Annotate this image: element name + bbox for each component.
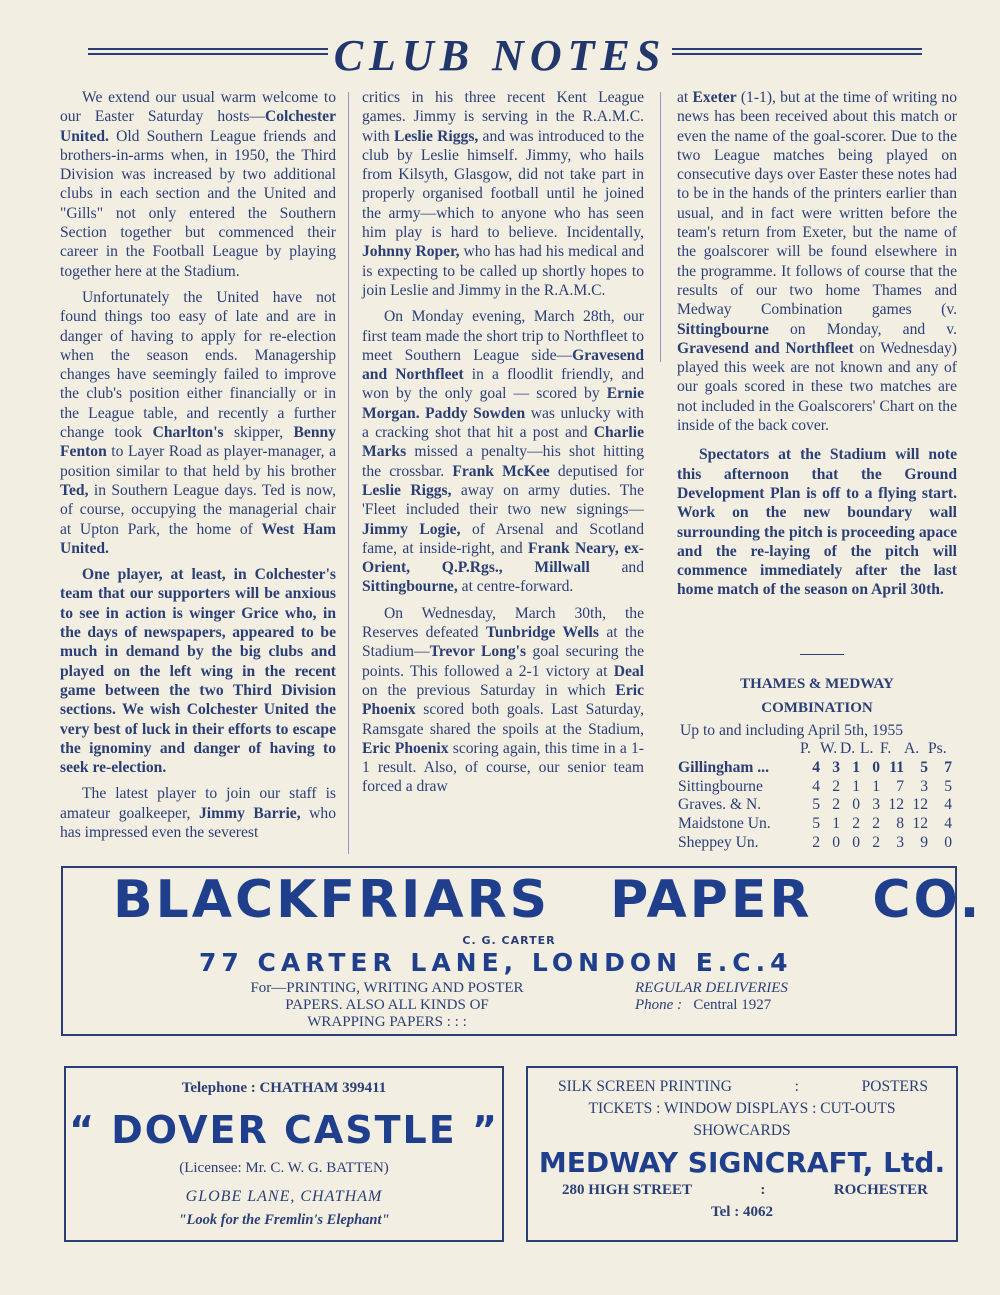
text: at centre-forward. bbox=[457, 578, 574, 596]
table-header-cell: A. bbox=[904, 740, 920, 757]
advert-company-name: “ DOVER CASTLE ” bbox=[69, 1108, 499, 1152]
table-header-cell: D. bbox=[840, 740, 856, 757]
paragraph bbox=[60, 288, 336, 558]
player-name: Jimmy Logie, bbox=[362, 520, 461, 538]
text: Unfortunately the United have not found things too easy of late and are in danger of having to apply for re-election when the season ends. Managership changes have seemingly failed to improve the club's position either financially or in the League table, and recently a further change took bbox=[60, 288, 336, 442]
text: missed a penalty—his shot hitting the crossbar. bbox=[362, 443, 644, 480]
separator: : bbox=[760, 1182, 766, 1198]
text: On Wednesday, March 30th, the Reserves defeated bbox=[362, 604, 644, 642]
advert-services-line: PAPERS. ALSO ALL KINDS OF bbox=[285, 997, 489, 1013]
advert-deliveries-line: REGULAR DELIVERIES bbox=[635, 980, 788, 996]
text: critics in his three recent Kent League games. Jimmy is serving in the R.A.M.C. with bbox=[362, 89, 644, 145]
text: was unlucky with a cracking shot that hit a post and bbox=[362, 404, 644, 442]
player-name: Frank McKee bbox=[452, 462, 550, 480]
advert-company-name: MEDWAY SIGNCRAFT, Ltd. bbox=[538, 1146, 946, 1179]
paragraph bbox=[677, 88, 957, 435]
player-name: Jimmy Barrie, bbox=[198, 804, 301, 822]
value-cell: 1 bbox=[872, 777, 880, 795]
text: and bbox=[589, 559, 645, 577]
team-cell: Graves. & N. bbox=[678, 796, 762, 814]
player-name: Eric Phoenix bbox=[362, 681, 644, 719]
text: to Layer Road as player-manager, a position similar to that held by his brother bbox=[60, 443, 336, 480]
article-column-1 bbox=[60, 88, 336, 849]
team-cell: Maidstone Un. bbox=[678, 815, 771, 833]
text: (1-1), but at the time of writing no news has been received about this match or even the name of the goal-scorer. Due to the two League matches being played on consecutive days over Easter these notes had to be in the hands of the printers earlier than usual, and in fact were written before the team's return from Exeter, but the name of the goalscorer will be found elsewhere in the programme. It follows of course that the results of our two home Thames and Medway Combination games (v. bbox=[677, 89, 957, 319]
table-title-line: COMBINATION bbox=[761, 700, 873, 716]
value-cell: 1 bbox=[832, 815, 840, 833]
advert-phone bbox=[635, 997, 788, 1014]
advert-slogan: "Look for the Fremlin's Elephant" bbox=[178, 1212, 390, 1228]
article-column-3 bbox=[677, 88, 957, 607]
separator: : bbox=[794, 1078, 799, 1095]
advert-licensee: (Licensee: Mr. C. W. G. BATTEN) bbox=[179, 1160, 389, 1176]
text: On Monday evening, March 28th, our first team made the short trip to Northfleet to meet Southern League side— bbox=[362, 308, 644, 364]
value-cell: 7 bbox=[944, 758, 952, 776]
column-divider-1 bbox=[348, 92, 349, 854]
text: deputised for bbox=[549, 462, 644, 480]
advert-services-line: TICKETS : WINDOW DISPLAYS : CUT-OUTS bbox=[588, 1100, 896, 1117]
text: Old Southern League friends and brothers-in-arms when, in 1950, the Third Division was increased by two additional clubs in each section and the United and "Gills" not only entered the Southern Section together but commenced their career in the Football League by playing together here at the Stadium. bbox=[60, 127, 336, 280]
value-cell: 4 bbox=[944, 796, 952, 814]
club-notes-header bbox=[0, 30, 1000, 80]
team-cell: Sittingbourne bbox=[678, 777, 763, 795]
player-name: Johnny Roper, bbox=[362, 243, 460, 261]
value-cell: 3 bbox=[832, 758, 840, 776]
advert-name-word: PAPER bbox=[610, 870, 813, 930]
team-cell: Sheppey Un. bbox=[678, 833, 759, 851]
value-cell: 5 bbox=[812, 815, 820, 833]
text: who has had his medical and is expecting to be called up shortly hopes to join Leslie and Jimmy in the R.A.M.C. bbox=[362, 243, 644, 299]
header-rule-right bbox=[672, 48, 922, 55]
table-row bbox=[678, 834, 952, 853]
advert-telephone: Telephone : CHATHAM 399411 bbox=[181, 1080, 387, 1096]
value-cell: 0 bbox=[852, 833, 860, 851]
club-name: Sittingbourne, bbox=[362, 578, 458, 596]
medway-signcraft-advert bbox=[526, 1066, 958, 1242]
player-name: Trevor Long's bbox=[429, 643, 527, 661]
text: who has impressed even the severest bbox=[60, 804, 336, 841]
table-header-cell: W. bbox=[820, 740, 838, 757]
player-name: Frank Neary, ex-Orient, Q.P.Rgs., Millwall bbox=[362, 539, 644, 577]
value-cell: 0 bbox=[872, 758, 880, 776]
league-table bbox=[678, 740, 952, 853]
club-name: Gravesend and Northfleet bbox=[677, 339, 854, 357]
text: in a floodlit friendly, and won by the only goal — scored by bbox=[362, 366, 644, 403]
value-cell: 11 bbox=[889, 758, 904, 776]
player-name: Leslie Riggs, bbox=[393, 127, 479, 145]
paragraph bbox=[362, 307, 644, 596]
player-name: Ted, bbox=[60, 481, 89, 499]
value-cell: 12 bbox=[912, 796, 928, 814]
phone-number: Central 1927 bbox=[693, 997, 772, 1013]
player-name: Eric Phoenix bbox=[362, 739, 449, 757]
column-divider-2 bbox=[660, 92, 661, 362]
paragraph bbox=[60, 784, 336, 842]
value-cell: 12 bbox=[912, 815, 928, 833]
advert-services bbox=[199, 980, 575, 1031]
advert-services-line: WRAPPING PAPERS : : : bbox=[307, 1014, 467, 1030]
table-row bbox=[678, 778, 952, 797]
player-name: Paddy Sowden bbox=[425, 404, 526, 422]
table-header-row bbox=[678, 740, 952, 759]
club-name: Gravesend and Northfleet bbox=[362, 346, 644, 384]
value-cell: 0 bbox=[944, 833, 952, 851]
text: at bbox=[677, 89, 693, 106]
page-title: CLUB NOTES bbox=[333, 31, 667, 80]
value-cell: 5 bbox=[944, 777, 952, 795]
text: away on army duties. The 'Fleet included their two new signings— bbox=[362, 481, 645, 519]
table-header-cell bbox=[678, 740, 800, 759]
table-header-cell: Ps. bbox=[928, 740, 947, 757]
player-name: Charlie Marks bbox=[362, 424, 644, 461]
text: scoring again, this time in a 1-1 result. Also, of course, our senior team forced a draw bbox=[362, 739, 644, 796]
advert-deliveries bbox=[635, 980, 788, 1014]
value-cell: 3 bbox=[920, 777, 928, 795]
text: scored both goals. Last Saturday, Ramsgate shared the spoils at the Stadium, bbox=[362, 701, 644, 738]
value-cell: 2 bbox=[812, 833, 820, 851]
text: skipper, bbox=[223, 424, 294, 442]
blackfriars-paper-advert bbox=[61, 866, 983, 1036]
address-text: 280 HIGH STREET bbox=[562, 1182, 693, 1198]
value-cell: 2 bbox=[852, 815, 860, 833]
table-row bbox=[678, 796, 952, 815]
value-cell: 8 bbox=[896, 815, 904, 833]
phone-label: Phone : bbox=[635, 997, 683, 1013]
player-name: Ernie Morgan. bbox=[362, 385, 644, 422]
table-row bbox=[678, 759, 952, 778]
paragraph: One player, at least, in Colchester's team that our supporters will be anxious to see in action is winger Grice who, in the days of newspapers, appeared to be much in demand by the big clubs and played on the left wing in the recent game between the two Third Division sections. We wish Colchester United the very best of luck in their efforts to escape the ignominy and danger of having to seek re-election. bbox=[60, 566, 336, 777]
text: in Southern League days. Ted is now, of course, occupying the managerial chair at Upton Park, the home of bbox=[60, 481, 336, 538]
value-cell: 2 bbox=[872, 815, 880, 833]
table-title-line: THAMES & MEDWAY bbox=[740, 676, 894, 692]
advert-name-word: CO. bbox=[872, 870, 983, 930]
text: on Wednesday) played this week are not known and any of our goals scored in these two matches are not included in the Goalscorers' Chart on the inside of the back cover. bbox=[677, 339, 958, 435]
value-cell: 4 bbox=[812, 777, 820, 795]
divider bbox=[800, 654, 844, 655]
text: The latest player to join our staff is amateur goalkeeper, bbox=[60, 785, 336, 822]
table-header-cell: F. bbox=[880, 740, 892, 757]
advert-company-name bbox=[113, 870, 983, 930]
value-cell: 1 bbox=[852, 758, 860, 776]
club-name: Sittingbourne bbox=[677, 320, 769, 338]
table-subtitle: Up to and including April 5th, 1955 bbox=[680, 722, 904, 739]
header-rule-left bbox=[88, 48, 328, 55]
text: of Arsenal and Scotland fame, at inside-right, and bbox=[362, 520, 644, 557]
value-cell: 0 bbox=[852, 796, 860, 814]
team-cell: Gillingham ... bbox=[678, 758, 769, 776]
paragraph: Spectators at the Stadium will note this afternoon that the Ground Development Plan is off to a flying start. Work on the new boundary wall surrounding the pitch is proceeding apace and the re-laying of the pitch will commence immediately after the last home match of the season on April 30th. bbox=[677, 446, 957, 599]
paragraph bbox=[362, 88, 644, 300]
text: We extend our usual warm welcome to our Easter Saturday hosts— bbox=[60, 89, 336, 126]
player-name: Leslie Riggs, bbox=[362, 481, 452, 499]
club-name: Tunbridge Wells bbox=[485, 624, 599, 642]
player-name: Benny Fenton bbox=[60, 424, 336, 461]
article-column-2 bbox=[362, 88, 644, 804]
club-name: West Ham United. bbox=[60, 520, 336, 557]
value-cell: 0 bbox=[832, 833, 840, 851]
table-header-cell: L. bbox=[860, 740, 874, 757]
value-cell: 4 bbox=[812, 758, 820, 776]
advert-services-line: SHOWCARDS bbox=[693, 1122, 791, 1139]
dover-castle-advert bbox=[64, 1066, 504, 1242]
advert-proprietor: C. G. CARTER bbox=[462, 934, 556, 947]
value-cell: 2 bbox=[832, 796, 840, 814]
place-name: Exeter bbox=[692, 89, 737, 106]
place-name: Deal bbox=[613, 662, 644, 680]
text: at the Stadium— bbox=[362, 624, 644, 661]
advert-services-line: For—PRINTING, WRITING AND POSTER bbox=[250, 980, 524, 996]
text: goal securing the points. This followed a 2-1 victory at bbox=[362, 643, 644, 680]
value-cell: 3 bbox=[896, 833, 904, 851]
service-text: POSTERS bbox=[861, 1078, 928, 1095]
value-cell: 7 bbox=[896, 777, 904, 795]
advert-name-word: BLACKFRIARS bbox=[113, 870, 551, 930]
table-row bbox=[678, 815, 952, 834]
club-name: Colchester United. bbox=[60, 108, 336, 145]
advert-address bbox=[562, 1182, 928, 1199]
address-text: ROCHESTER bbox=[833, 1182, 928, 1198]
value-cell: 3 bbox=[872, 796, 880, 814]
advert-address: GLOBE LANE, CHATHAM bbox=[185, 1188, 383, 1205]
paragraph bbox=[60, 88, 336, 281]
advert-address: 77 CARTER LANE, LONDON E.C.4 bbox=[199, 948, 793, 977]
table-title bbox=[677, 672, 957, 720]
text: on Monday, and v. bbox=[768, 320, 957, 338]
text: on the previous Saturday in which bbox=[362, 681, 616, 699]
value-cell: 12 bbox=[888, 796, 904, 814]
service-text: SILK SCREEN PRINTING bbox=[558, 1078, 732, 1095]
club-name: Charlton's bbox=[152, 424, 224, 442]
value-cell: 5 bbox=[920, 758, 928, 776]
advert-services-line bbox=[558, 1078, 928, 1096]
advert-telephone: Tel : 4062 bbox=[711, 1204, 773, 1220]
value-cell: 5 bbox=[812, 796, 820, 814]
value-cell: 9 bbox=[920, 833, 928, 851]
text: and was introduced to the club by Leslie himself. Jimmy, who hails from Kilsyth, Glasgow, did not take part in properly organised football until he joined the army—which to anyone who has seen him play is hard to believe. Incidentally, bbox=[362, 127, 645, 242]
table-header-cell: P. bbox=[800, 740, 811, 757]
paragraph bbox=[362, 604, 644, 797]
value-cell: 2 bbox=[872, 833, 880, 851]
value-cell: 4 bbox=[944, 815, 952, 833]
value-cell: 1 bbox=[852, 777, 860, 795]
value-cell: 2 bbox=[832, 777, 840, 795]
